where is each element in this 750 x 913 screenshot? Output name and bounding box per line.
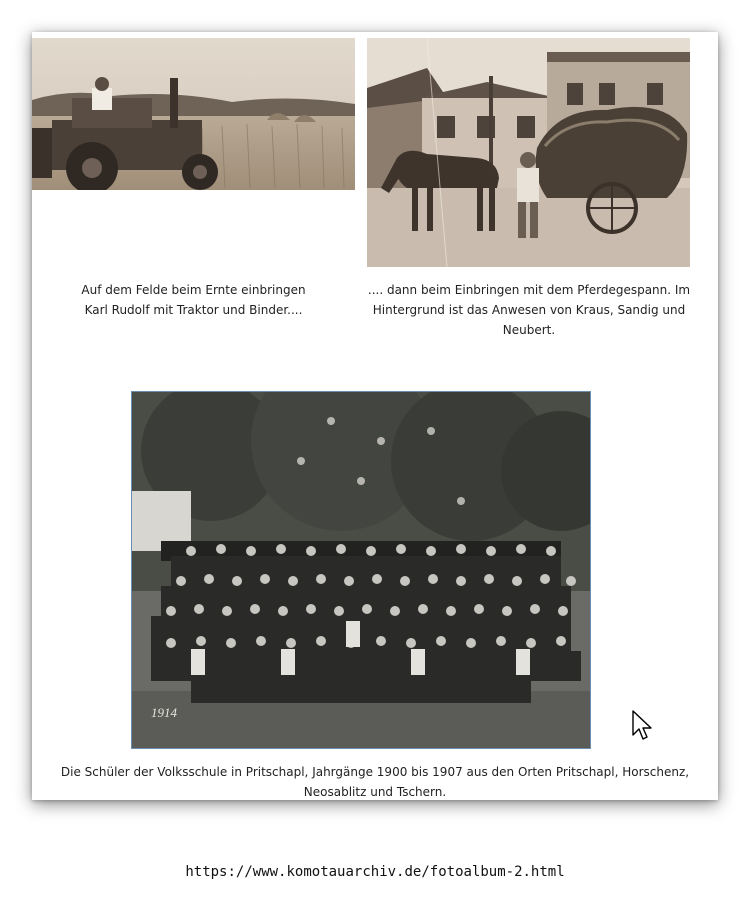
photo-year-stamp: 1914	[151, 705, 177, 720]
caption-horse: .... dann beim Einbringen mit dem Pferdegespann. Im Hintergrund ist das Anwesen von Kraus, Sandig und Neubert.	[367, 283, 691, 337]
caption-tractor-line2: Karl Rudolf mit Traktor und Binder....	[84, 303, 303, 317]
caption-tractor	[32, 280, 355, 320]
album-page	[32, 32, 718, 800]
source-url[interactable]: https://www.komotauarchiv.de/fotoalbum-2.html	[185, 864, 565, 880]
mouse-cursor-icon	[632, 710, 652, 742]
photo-tractor-harvest	[32, 38, 355, 190]
photo-horse-wagon	[367, 38, 690, 267]
caption-school: Die Schüler der Volksschule in Pritschapl, Jahrgänge 1900 bis 1907 aus den Orten Pritschapl, Horschenz, Neosablitz und Tschern.	[60, 765, 690, 799]
caption-tractor-line1: Auf dem Felde beim Ernte einbringen	[81, 283, 306, 297]
photo-school-class	[131, 391, 591, 749]
